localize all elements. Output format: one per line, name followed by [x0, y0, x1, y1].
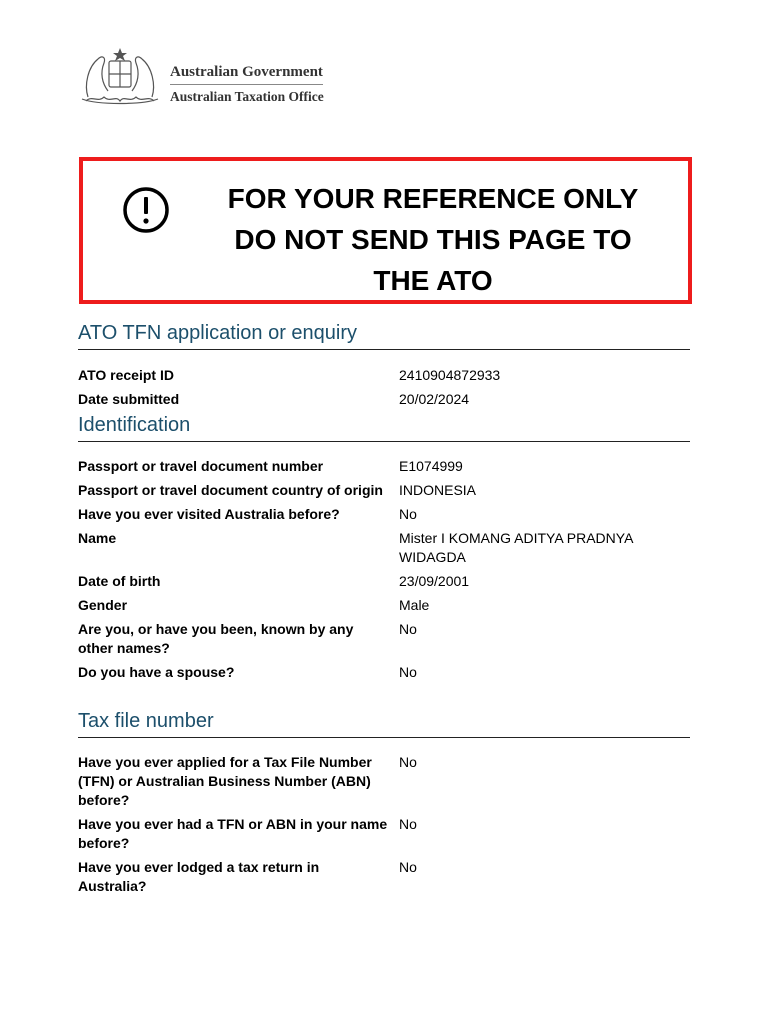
- field-label: Name: [78, 530, 117, 546]
- field-value: INDONESIA: [399, 482, 477, 498]
- coat-of-arms-icon: [78, 45, 162, 107]
- warning-text: [193, 178, 673, 301]
- field-label: Date of birth: [78, 573, 161, 589]
- field-value: No: [399, 816, 417, 832]
- field-row: [78, 457, 690, 476]
- field-row: [78, 505, 690, 524]
- field-row: [78, 366, 690, 385]
- field-label: Do you have a spouse?: [78, 664, 235, 680]
- section-title-tax-file-number: Tax file number: [78, 709, 690, 738]
- field-label: Passport or travel document number: [78, 458, 324, 474]
- logo-government-text: Australian Government: [170, 64, 323, 85]
- field-row: [78, 663, 690, 682]
- warning-line-1: FOR YOUR REFERENCE ONLY: [227, 183, 639, 214]
- field-label: Have you ever visited Australia before?: [78, 506, 340, 522]
- field-value: Mister I KOMANG ADITYA PRADNYA WIDAGDA: [399, 530, 633, 565]
- field-value: 20/02/2024: [399, 391, 470, 407]
- field-row: [78, 481, 690, 500]
- field-row: [78, 815, 690, 853]
- field-row: [78, 858, 690, 896]
- field-value: No: [399, 664, 417, 680]
- field-value: No: [399, 621, 417, 637]
- field-label: Have you ever lodged a tax return in Australia?: [78, 859, 320, 894]
- section-title-identification: Identification: [78, 413, 690, 442]
- field-row: [78, 390, 690, 409]
- field-value: Male: [399, 597, 430, 613]
- field-label: Date submitted: [78, 391, 180, 407]
- field-label: Gender: [78, 597, 128, 613]
- field-value: E1074999: [399, 458, 463, 474]
- field-label: Have you ever had a TFN or ABN in your name before?: [78, 816, 388, 851]
- field-label: Have you ever applied for a Tax File Number (TFN) or Australian Business Number (ABN) before?: [78, 754, 372, 808]
- field-row: [78, 596, 690, 615]
- field-label: Are you, or have you been, known by any other names?: [78, 621, 354, 656]
- field-row: [78, 620, 690, 658]
- section-tax-file-number-rows: [78, 753, 690, 901]
- field-row: [78, 753, 690, 810]
- field-label: ATO receipt ID: [78, 367, 174, 383]
- field-row: [78, 529, 690, 567]
- section-identification-rows: [78, 457, 690, 687]
- field-value: No: [399, 754, 417, 770]
- section-title-application: ATO TFN application or enquiry: [78, 321, 690, 350]
- field-label: Passport or travel document country of origin: [78, 482, 383, 498]
- exclamation-circle-icon: [121, 185, 171, 235]
- field-value: No: [399, 859, 417, 875]
- field-value: 23/09/2001: [399, 573, 470, 589]
- ato-logo: [78, 45, 340, 109]
- field-value: No: [399, 506, 417, 522]
- warning-line-2: DO NOT SEND THIS PAGE TO: [234, 224, 632, 255]
- field-value: 2410904872933: [399, 367, 501, 383]
- logo-ato-text: Australian Taxation Office: [170, 89, 324, 104]
- section-application-rows: [78, 366, 690, 414]
- field-row: [78, 572, 690, 591]
- reference-warning-box: [79, 157, 692, 304]
- warning-line-3: THE ATO: [373, 265, 493, 296]
